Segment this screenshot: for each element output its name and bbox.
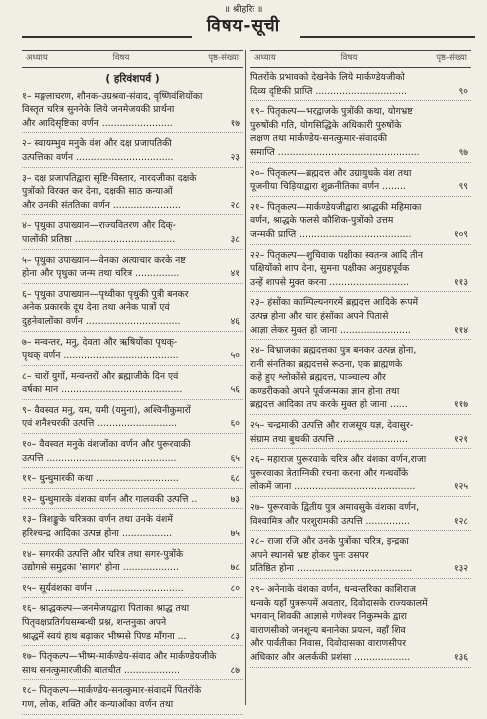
toc-entry	[250, 71, 471, 101]
toc-entry	[250, 296, 471, 340]
entry-line: २– स्वायम्भुव मनुके वंश और दक्ष प्रजापतिकी	[22, 138, 172, 150]
entry-page-number: ७८	[230, 563, 240, 574]
entry-page-number: १३६	[453, 652, 468, 663]
entry-line: लोकमें जाना .........................................	[250, 481, 416, 493]
entry-page-number: १२१	[453, 434, 468, 445]
toc-entry	[22, 254, 243, 284]
column-divider	[245, 50, 246, 705]
top-invocation: ॥ श्रीहरिः ॥	[224, 5, 263, 15]
header-vishay: विषय	[340, 53, 358, 64]
entry-line: ३– दक्ष प्रजापतिद्वारा सृष्टि-विस्तार, नारदजीका दक्षके	[22, 172, 197, 184]
entry-line: ६– पृथुका उपाख्यान—पृथ्वीका पृथुकी पुत्री बनकर	[22, 288, 189, 300]
entry-page-number: ८७	[230, 665, 240, 676]
entry-line: पुरूरवाका त्रेताग्निकी रचना करना और गन्धर्वोंके	[250, 467, 409, 479]
entry-line: पक्षियोंको शाप देना, सुमना पक्षीका अनुग्रहपूर्वक	[250, 263, 410, 275]
entry-page-number: ९९	[458, 182, 468, 193]
toc-entry	[250, 453, 471, 497]
entry-line: १६– श्राद्धकल्प—जनमेजयद्वारा पिताका श्राद्ध तथा	[22, 603, 190, 615]
entry-line: विश्वामित्र और परशुरामकी उत्पत्ति ...............	[250, 515, 410, 527]
toc-entry	[22, 438, 243, 468]
entry-line: १९– पितृकल्प—भरद्वाजके पुत्रोंकी कथा, योगभ्रष्ट	[250, 106, 413, 118]
entry-line: २८– राजा रजि और उनके पुत्रोंका चरित्र, इन्द्रका	[250, 536, 409, 548]
entry-line: उद्योगसे समुद्रका 'सागर' होना ...................	[22, 562, 179, 574]
entry-line: ९– वैवस्वत मनु, यम, यमी (यमुना), अश्विनीकुमारों	[22, 404, 191, 416]
entry-line: समाप्ति ................................................	[250, 146, 420, 158]
entry-line: १३– त्रिशङ्कुके चरित्रका वर्णन तथा उनके वंशमें	[22, 514, 173, 526]
entry-line: वाराणसीको जनशून्य बनानेका प्रयत्न, वहाँ शिव	[250, 624, 406, 636]
entry-line: २४– विभ्राजका ब्रह्मदत्तका पुत्र बनकर उत्पन्न होना,	[250, 345, 417, 357]
right-column-header	[250, 50, 471, 68]
entry-line: अपने स्थानसे भ्रष्ट होकर पुनः उसपर	[250, 549, 369, 561]
entry-page-number: १२५	[453, 482, 468, 493]
entry-line: अधिकार और अलर्ककी प्रशंसा ...................	[250, 651, 411, 663]
entry-line: वर्णन, श्राद्धके फलसे कौशिक-पुत्रोंको उत्तम	[250, 215, 394, 227]
entry-page-number: ११७	[453, 400, 468, 411]
entry-page-number: ७५	[230, 529, 240, 540]
entry-line: पृथक् वर्णन .......................................	[22, 350, 179, 362]
entry-line: गण, लोक, शक्ति और कन्याओंका वर्णन तथा	[22, 698, 174, 710]
entry-page-number: ५०	[230, 351, 240, 362]
toc-entry	[22, 684, 243, 714]
entry-line: २५– चन्द्रमाकी उत्पत्ति और राजसूय यज्ञ, देवासुर-	[250, 420, 414, 432]
entry-page-number: ५६	[230, 385, 240, 396]
entry-line: १२– धुन्धुमारके वंशका वर्णन और गालवकी उत्पत्ति ..	[22, 493, 198, 505]
toc-entry	[250, 167, 471, 197]
entry-line: उत्पत्ति ............................................	[22, 452, 177, 464]
toc-entry	[22, 493, 243, 510]
entry-line: होना और पृथुका जन्म तथा चरित्र ...............	[22, 268, 180, 280]
toc-entry	[22, 472, 243, 489]
entry-line: ८– चारों युगों, मन्वन्तरों और ब्रह्माजीके दिन एवं	[22, 370, 179, 382]
entry-line: १०– वैवस्वत मनुके वंशजोंका वर्णन और पुरूरवाकी	[22, 439, 191, 451]
toc-entry	[250, 501, 471, 531]
entry-line: पितरोंके प्रभावको देखनेके लिये मार्कण्डेयजीको	[250, 72, 405, 83]
entry-line: रानी संनतिका ब्रह्मदत्तसे रूठना, एक ब्राह्मणके	[250, 358, 403, 370]
entry-line: १– मङ्गलाचरण, शौनक-उग्रश्रवा-संवाद, वृष्णिवंशियोंका	[22, 90, 203, 102]
entry-page-number: ७३	[230, 494, 240, 505]
entry-line: कहे हुए श्लोकोंसे ब्रह्मदत्त, पाञ्चाल्य और	[250, 372, 386, 384]
header-adhyay: अध्याय	[254, 53, 276, 64]
page-title: विषय-सूची	[206, 16, 281, 36]
left-entries	[22, 90, 243, 715]
toc-entry	[250, 201, 471, 245]
left-column-header	[22, 50, 243, 68]
entry-line: २०– पितृकल्प—ब्रह्मदत्त और उग्रायुधके वंश तथा	[250, 167, 412, 179]
toc-entry	[22, 548, 243, 578]
toc-entry	[250, 535, 471, 579]
entry-page-number: ८३	[230, 631, 240, 642]
toc-entry	[22, 513, 243, 543]
toc-entry	[22, 404, 243, 434]
entry-line: विस्तृत चरित्र सुननेके लिये जनमेजयकी प्रार्थना	[22, 104, 175, 116]
entry-line: ७– मन्वन्तर, मनु, देवता और ऋषियोंका पृथक्-	[22, 336, 178, 348]
left-column	[22, 50, 243, 719]
entry-line: १५– सूर्यवंशका वर्णन ..............................	[22, 582, 184, 594]
entry-page-number: ११३	[453, 277, 468, 288]
entry-line: वर्षका मान .........................................	[22, 384, 183, 396]
entry-page-number: ९७	[458, 147, 468, 158]
title-rule-left	[22, 36, 192, 38]
entry-line: कण्डरीकको अपने पूर्वजन्मका ज्ञान होना तथा	[250, 385, 400, 397]
toc-entry	[250, 105, 471, 162]
entry-line: उन्हें शापसे मुक्त करना ...........................	[250, 276, 410, 288]
entry-page-number: ४६	[230, 316, 240, 327]
entry-line: पुरुषोंकी गति, योगसिद्धिके अधिकारी पुरुषोंके	[250, 119, 402, 131]
entry-line: ४– पृथुका उपाख्यान—राज्यवितरण और दिक्-	[22, 220, 177, 232]
entry-page-number: १७	[230, 118, 240, 129]
entry-line: श्राद्धमें स्वयं हाथ बढ़ाकर भीष्मसे पिण्ड माँगना ...	[22, 630, 187, 642]
toc-entry	[22, 172, 243, 216]
toc-entry	[250, 583, 471, 668]
entry-line: २२– पितृकल्प—शुचिवाक पक्षीका स्वतन्त्र आदि तीन	[250, 249, 423, 261]
entry-line: १७– पितृकल्प—भीष्म-मार्कण्डेय-संवाद और मार्कण्डेयजीके	[22, 651, 217, 663]
section-title: ( हरिवंशपर्व )	[105, 73, 160, 85]
entry-line: साथ सनत्कुमारजीकी बातचीत ...................	[22, 664, 180, 676]
toc-entry	[22, 582, 243, 599]
toc-entry	[250, 344, 471, 415]
entry-line: २३– हंसोंका काम्पिल्यनगरमें ब्रह्मदत्त आदिके रूपमें	[250, 297, 419, 309]
toc-entry	[250, 249, 471, 293]
entry-page-number: ६५	[230, 453, 240, 464]
toc-entry	[22, 602, 243, 646]
entry-line: दुहनेवालोंका वर्णन ................................	[22, 315, 181, 327]
entry-line: धन्वके यहाँ पुत्ररूपमें अवतार, दिवोदासके राज्यकालमें	[250, 597, 428, 609]
toc-entry	[22, 90, 243, 134]
entry-line: २७– पुरूरवाके द्वितीय पुत्र अमावसुके वंशका वर्णन,	[250, 502, 420, 514]
entry-line: जन्मकी प्राप्ति ......................................	[250, 228, 412, 240]
entry-line: अनेक प्रकारके दूध देना तथा अनेक पात्रों एवं	[22, 302, 170, 314]
toc-entry	[22, 336, 243, 366]
entry-line: संग्राम तथा बुधकी उत्पत्ति ........................	[250, 433, 408, 445]
entry-line: ११– धुन्धुमारकी कथा ............................	[22, 473, 179, 485]
entry-line: ब्रह्मदत्त आदिका तप करके मुक्त हो जाना ......	[250, 399, 408, 411]
toc-entry	[250, 419, 471, 449]
header-vishay: विषय	[112, 53, 130, 64]
entry-line: पूजनीया चिड़ियाद्वारा शुक्रनीतिका वर्णन ........	[250, 181, 406, 193]
entry-line: और पार्वतीका निवास, दिवोदासका वाराणसीपर	[250, 638, 407, 650]
header-page: पृष्ठ-संख्या	[436, 53, 467, 64]
entry-line: हरिश्चन्द्र आदिका उत्पन्न होना .................	[22, 528, 173, 540]
entry-line: ५– पृथुका उपाख्यान—वेनका अत्याचार करके नष्ट	[22, 254, 186, 266]
entry-page-number: २८	[230, 200, 240, 211]
entry-page-number: २३	[230, 152, 240, 163]
right-column	[250, 50, 471, 672]
entry-page-number: १२८	[453, 516, 468, 527]
entry-line: १४– सगरकी उत्पत्ति और चरित्र तथा सगर-पुत्रोंके	[22, 548, 184, 560]
entry-line: पालोंकी प्रतिष्ठा ..................................	[22, 233, 176, 245]
toc-entry	[22, 288, 243, 332]
entry-line: २९– अनेनाके वंशका वर्णन, धन्वन्तरिका काशिराज	[250, 584, 417, 595]
right-entries	[250, 71, 471, 668]
entry-line: भगवान् शिवकी आज्ञासे गणेश्वर निकुम्भके द्वारा	[250, 611, 407, 623]
entry-line: पुत्रोंको विरक्त कर देना, दक्षकी साठ कन्याओं	[22, 186, 173, 198]
entry-page-number: १०९	[453, 229, 468, 240]
toc-entry	[22, 219, 243, 249]
entry-line: लक्षण तथा मार्कण्डेय-सनत्कुमार-संवादकी	[250, 133, 388, 145]
entry-line: प्रतिष्ठित होना .......................................	[250, 563, 413, 575]
entry-line: और आदिसृष्टिका वर्णन ........................	[22, 117, 173, 129]
entry-line: पितृवक्षप्रतिर्गयसम्बन्धी प्रश्न, शन्तनुका अपने	[22, 617, 167, 628]
entry-page-number: ४१	[230, 269, 240, 280]
entry-page-number: ९०	[458, 86, 468, 97]
entry-line: २६– महाराज पुरूरवाके चरित्र और वंशका वर्णन,राजा	[250, 454, 427, 466]
toc-entry	[22, 650, 243, 680]
entry-line: और उनकी संततिका वर्णन .......................	[22, 199, 181, 211]
entry-page-number: ८०	[230, 583, 240, 594]
entry-line: १८– पितृकल्प—मार्कण्डेय-सनत्कुमार-संवादमें पितरोंके	[22, 685, 202, 697]
toc-entry	[22, 137, 243, 167]
title-rule-right	[300, 36, 475, 38]
entry-line: उत्पन्न होना और चार हंसोंका अपने पितासे	[250, 310, 389, 322]
entry-page-number: ६०	[230, 419, 240, 430]
header-page: पृष्ठ-संख्या	[208, 53, 239, 64]
entry-page-number: ३८	[230, 234, 240, 245]
entry-line: उत्पत्तिका वर्णन .................................	[22, 151, 174, 163]
header-adhyay: अध्याय	[26, 53, 48, 64]
entry-line: २१– पितृकल्प—मार्कण्डेयजीद्वारा श्राद्धकी महिमाका	[250, 201, 422, 213]
entry-page-number: ६८	[230, 474, 240, 485]
entry-line: दिव्य दृष्टिकी प्राप्ति ...............................	[250, 85, 407, 97]
entry-line: आज्ञा लेकर मुक्त हो जाना ........................	[250, 324, 411, 336]
entry-page-number: १३२	[453, 564, 468, 575]
entry-line: एवं शनैश्चरकी उत्पत्ति ...........................	[22, 418, 178, 430]
entry-page-number: ११४	[453, 325, 468, 336]
toc-entry	[22, 370, 243, 400]
